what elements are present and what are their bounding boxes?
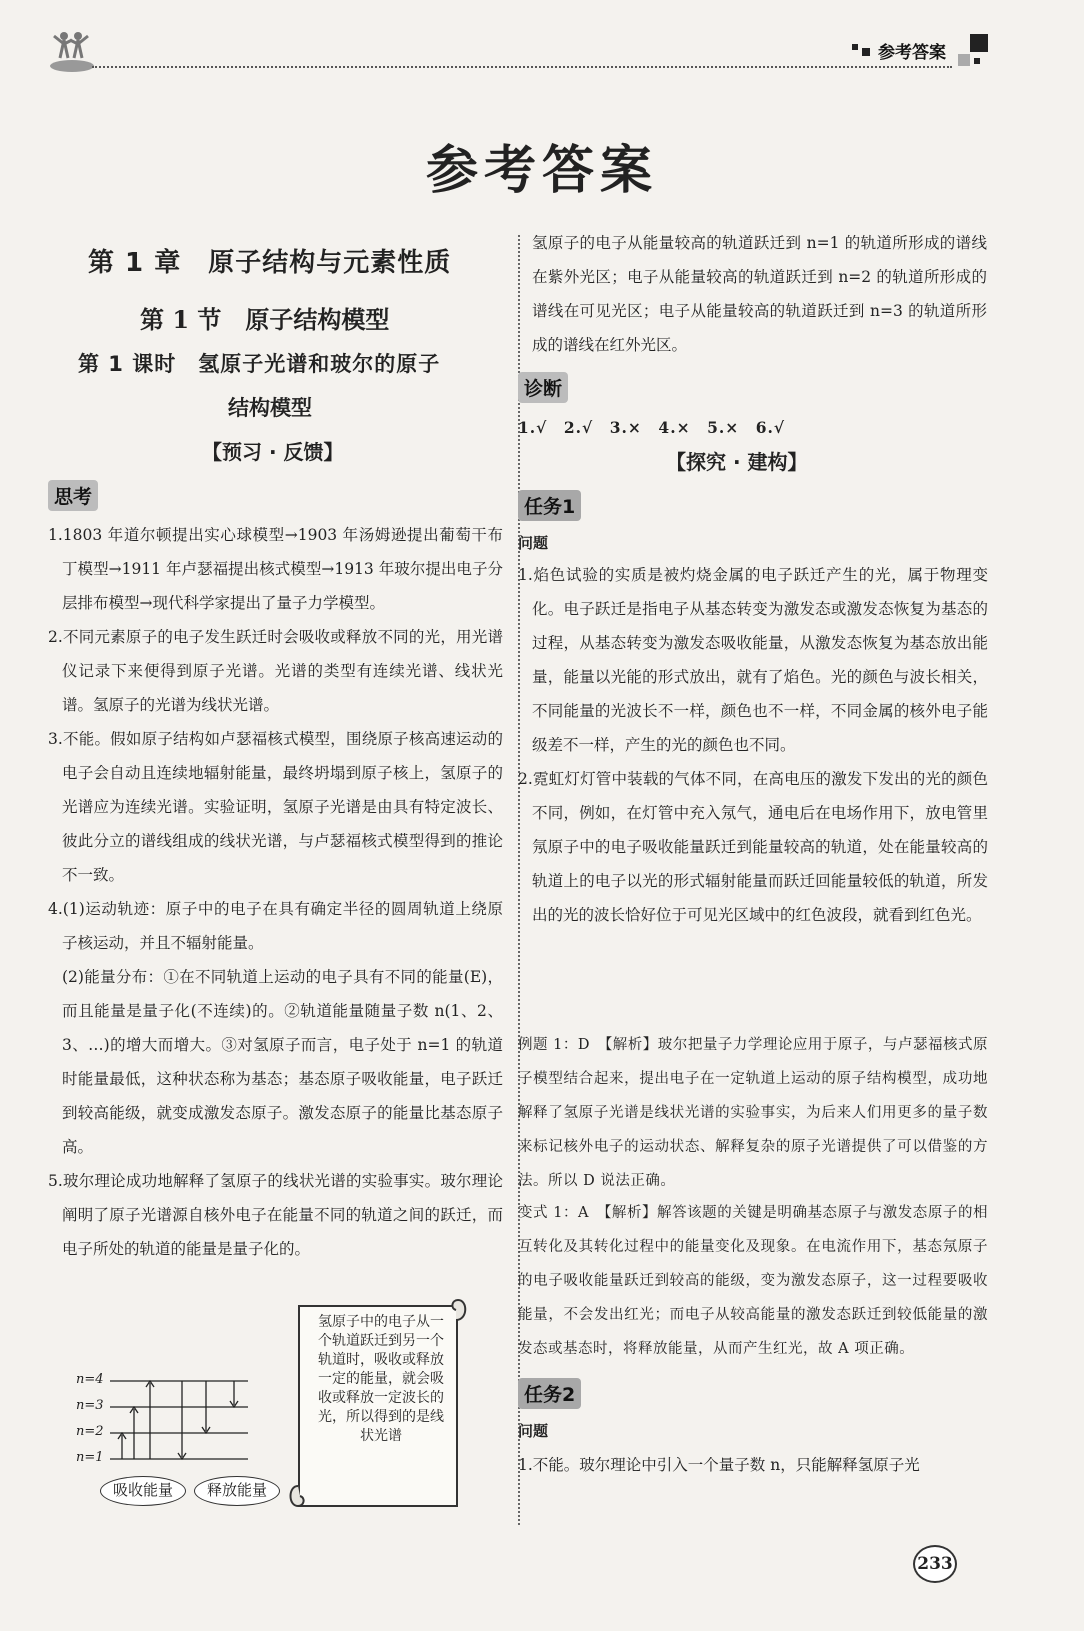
think-tag: 思考 — [48, 480, 98, 511]
answer-item: 5.玻尔理论成功地解释了氢原子的线状光谱的实验事实。玻尔理论阐明了原子光谱源自核外电子在能量不同的轨道之间的跃迁，而电子所处的轨道的能量是量子化的。 — [48, 1172, 503, 1258]
lesson-heading: 第 1 课时 氢原子光谱和玻尔的原子 — [78, 352, 441, 376]
answer-item: 4.(1)运动轨迹：原子中的电子在具有确定半径的圆周轨道上绕原子核运动，并且不辐射能量。 — [48, 900, 503, 952]
header-square-icon — [958, 54, 970, 66]
answer-item: 1.1803 年道尔顿提出实心球模型→1903 年汤姆逊提出葡萄干布丁模型→1911 年卢瑟福提出核式模型→1913 年玻尔提出电子分层排布模型→现代科学家提出了量子力学模型。 — [48, 526, 503, 612]
task1-answers — [518, 558, 988, 932]
scroll-curl-icon — [286, 1484, 310, 1510]
answer-item: 2.不同元素原子的电子发生跃迁时会吸收或释放不同的光，用光谱仪记录下来便得到原子光谱。光谱的类型有连续光谱、线状光谱。氢原子的光谱为线状光谱。 — [48, 628, 503, 714]
header-bullet-icon — [852, 44, 858, 50]
release-energy-label: 释放能量 — [194, 1476, 280, 1506]
question-label: 问题 — [518, 534, 549, 552]
header-square-icon — [970, 34, 988, 52]
explore-heading: 【探究 · 建构】 — [666, 450, 808, 474]
answer-item: 1.焰色试验的实质是被灼烧金属的电子跃迁产生的光，属于物理变化。电子跃迁是指电子从基态转变为激发态或激发态恢复为基态的过程，从基态转变为激发态吸收能量，从激发态恢复为基态放出能量，能量以光能的形式放出，就有了焰色。光的颜色与波长相关，不同能量的光波长不一样，颜色也不一样，不同金属的核外电子能级差不一样，产生的光的颜色也不同。 — [518, 566, 988, 754]
scroll-curl-icon — [446, 1296, 470, 1322]
level-label: n=1 — [76, 1450, 104, 1465]
diagnose-answers: 1.√ 2.√ 3.× 4.× 5.× 6.√ — [518, 418, 786, 437]
header-rule — [92, 66, 952, 68]
header-bullet-icon — [862, 48, 870, 56]
preview-heading: 【预习 · 反馈】 — [202, 440, 344, 464]
level-label: n=4 — [76, 1372, 104, 1387]
answer-item: (2)能量分布：①在不同轨道上运动的电子具有不同的能量(E)，而且能量是量子化(不连续)的。②轨道能量随量子数 n(1、2、3、…)的增大而增大。③对氢原子而言，电子处于 n=1 的轨道时能量最低，这种状态称为基态；基态原子吸收能量，电子跃迁到较高能级，就变成激发态原子。激发态原子的能量比基态原子高。 — [62, 968, 503, 1156]
scroll-note-text: 氢原子中的电子从一个轨道跃迁到另一个轨道时，吸收或释放一定的能量，就会吸收或释放一定波长的光，所以得到的是线状光谱 — [318, 1314, 444, 1444]
level-label: n=2 — [76, 1424, 104, 1439]
lesson-heading-cont: 结构模型 — [228, 396, 312, 420]
answer-item: 2.霓虹灯灯管中装载的气体不同，在高电压的激发下发出的光的颜色不同，例如，在灯管中充入氖气，通电后在电场作用下，放电管里氖原子中的电子吸收能量跃迁到能量较高的轨道，处在能量较高的轨道上的电子以光的形式辐射能量而跃迁回能量较低的轨道，所发出的光的波长恰好位于可见光区域中的红色波段，就看到红色光。 — [518, 770, 988, 924]
absorb-energy-label: 吸收能量 — [100, 1476, 186, 1506]
section-heading: 第 1 节 原子结构模型 — [140, 305, 390, 334]
chapter-heading: 第 1 章 原子结构与元素性质 — [88, 248, 452, 278]
example-1: 例题 1：D 【解析】玻尔把量子力学理论应用于原子，与卢瑟福核式原子模型结合起来，提出电子在一定轨道上运动的原子结构模型，成功地解释了氢原子光谱是线状光谱的实验事实，为后来人们用更多的量子数来标记核外电子的运动状态、解释复杂的原子光谱提供了可以借鉴的方法。所以 D 说法正确。 — [518, 1037, 988, 1189]
header-section-label: 参考答案 — [878, 43, 946, 63]
page-title: 参考答案 — [425, 140, 658, 201]
task1-tag: 任务1 — [518, 490, 581, 521]
task2-tag: 任务2 — [518, 1378, 581, 1409]
level-label: n=3 — [76, 1398, 104, 1413]
header-square-icon — [974, 58, 980, 64]
diagnose-tag: 诊断 — [518, 372, 568, 403]
task2-answer: 1.不能。玻尔理论中引入一个量子数 n，只能解释氢原子光 — [518, 1456, 920, 1474]
people-logo-icon — [48, 28, 96, 74]
answer-item: 3.不能。假如原子结构如卢瑟福核式模型，围绕原子核高速运动的电子会自动且连续地辐射能量，最终坍塌到原子核上，氢原子的光谱应为连续光谱。实验证明，氢原子光谱是由具有特定波长、彼此分立的谱线组成的线状光谱，与卢瑟福核式模型得到的推论不一致。 — [48, 730, 503, 884]
question-label: 问题 — [518, 1422, 549, 1440]
scroll-note — [298, 1305, 458, 1507]
variant-1: 变式 1：A 【解析】解答该题的关键是明确基态原子与激发态原子的相互转化及其转化过程中的能量变化及现象。在电流作用下，基态氖原子的电子吸收能量跃迁到较高的能级，变为激发态原子，这一过程要吸收能量，不会发出红光；而电子从较高能量的激发态跃迁到较低能量的激发态或基态时，将释放能量，从而产生红光，故 A 项正确。 — [518, 1205, 988, 1357]
think-answers — [48, 518, 503, 1266]
continued-answer: 氢原子的电子从能量较高的轨道跃迁到 n=1 的轨道所形成的谱线在紫外光区；电子从能量较高的轨道跃迁到 n=2 的轨道所形成的谱线在可见光区；电子从能量较高的轨道跃迁到 n=3 的轨道所形成的谱线在红外光区。 — [532, 234, 988, 354]
page-number: 233 — [913, 1545, 957, 1583]
